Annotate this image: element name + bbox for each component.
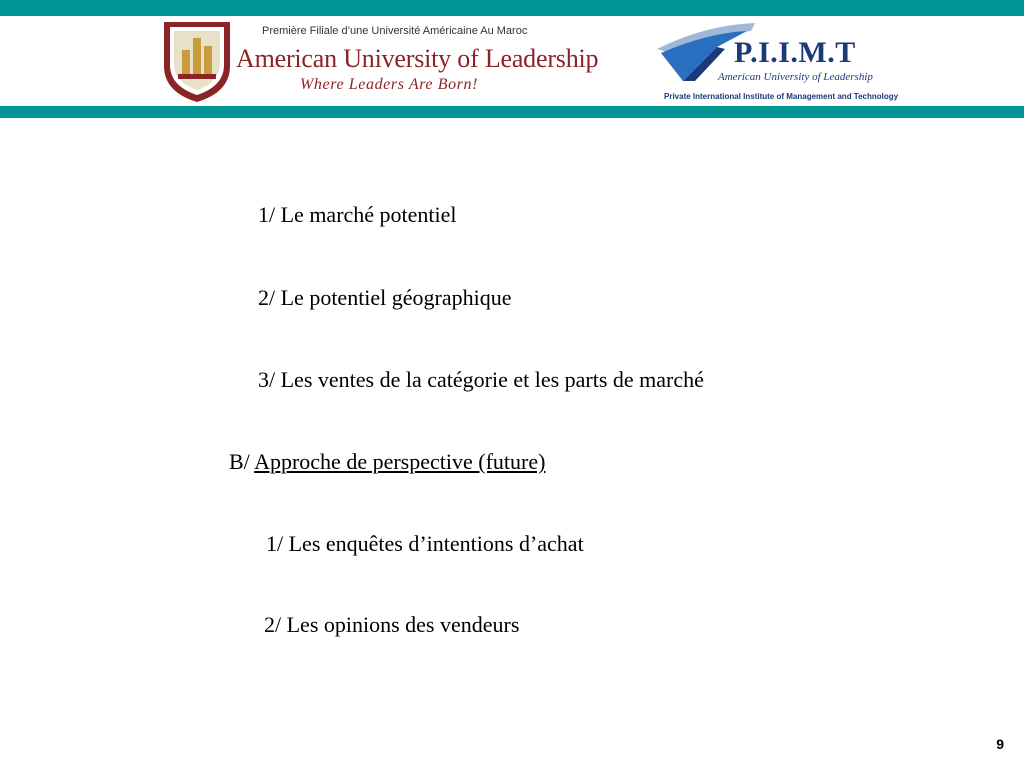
section-b-title: Approche de perspective (future): [254, 449, 546, 474]
section-b-heading: [229, 449, 545, 475]
sub-item-enquetes: 1/ Les enquêtes d’intentions d’achat: [266, 531, 584, 556]
list-item-potentiel-geographique: 2/ Le potentiel géographique: [258, 285, 512, 310]
page-number: 9: [996, 736, 1004, 752]
aul-seal-logo: [160, 18, 234, 104]
piimt-subtitle: American University of Leadership: [718, 71, 873, 83]
list-item-marche-potentiel: 1/ Le marché potentiel: [258, 202, 457, 227]
header-bottom-band: [0, 106, 1024, 118]
piimt-name: P.I.I.M.T: [734, 36, 856, 69]
slide-header: [0, 16, 1024, 106]
aul-name: American University of Leadership: [236, 44, 599, 73]
section-b-prefix: B/: [229, 449, 255, 474]
aul-motto: Where Leaders Are Born!: [300, 76, 479, 93]
aul-tagline: Première Filiale d’une Université Américaine Au Maroc: [262, 25, 528, 37]
list-item-ventes-categorie: 3/ Les ventes de la catégorie et les parts de marché: [258, 367, 704, 392]
header-top-band: [0, 0, 1024, 16]
sub-item-opinions-vendeurs: 2/ Les opinions des vendeurs: [264, 612, 520, 637]
piimt-description: Private International Institute of Management and Technology: [664, 92, 899, 101]
